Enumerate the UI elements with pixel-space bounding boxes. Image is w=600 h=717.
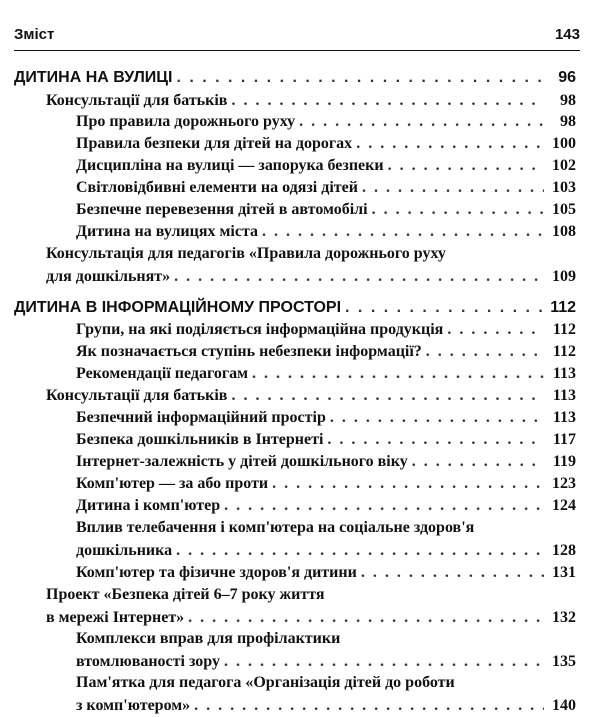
toc-leader-dots (176, 539, 544, 562)
toc-entry[interactable] (76, 176, 576, 199)
toc-leader-dots (174, 265, 544, 288)
toc-entry[interactable] (76, 132, 576, 155)
toc-entry-page: 123 (552, 475, 576, 492)
toc-entry-title: Інтернет-залежність у дітей дошкільного віку (76, 453, 408, 470)
toc-leader-dots (327, 428, 544, 451)
toc-entry-title: Консультації для батьків (46, 387, 228, 404)
toc-entry-page: 128 (552, 542, 576, 559)
toc-entry-page: 108 (552, 223, 576, 240)
toc-entry-page: 102 (552, 157, 576, 174)
toc-entry-title-cont: з комп'ютером» (76, 697, 191, 714)
toc-entry[interactable] (46, 89, 576, 112)
toc-entry-title: Консультація для педагогів «Правила дорожнього руху (46, 245, 446, 262)
header-page-number: 143 (554, 26, 580, 43)
toc-leader-dots (188, 606, 544, 629)
toc-leader-dots (447, 318, 544, 341)
toc-entry[interactable] (76, 627, 576, 673)
toc-entry-title: Вплив телебачення і комп'ютера на соціальне здоров'я (76, 519, 475, 536)
toc-entry-title: Як позначається ступінь небезпеки інформації? (76, 343, 422, 360)
toc-entry-title: Дисципліна на вулиці — запорука безпеки (76, 157, 384, 174)
toc-leader-dots (356, 132, 544, 155)
toc-entry[interactable] (76, 362, 576, 385)
toc-entry[interactable] (76, 406, 576, 429)
toc-entry[interactable] (76, 318, 576, 341)
toc-entry-page: 96 (558, 69, 576, 86)
toc-entry-title: Правила безпеки для дітей на дорогах (76, 135, 353, 152)
toc-leader-dots (412, 450, 544, 473)
toc-leader-dots (194, 694, 544, 717)
toc-entry-page: 135 (552, 653, 576, 670)
toc-entry-title: Пам'ятка для педагога «Організація дітей до роботи (76, 674, 455, 691)
toc-leader-dots (176, 66, 544, 89)
toc-entry[interactable] (76, 516, 576, 562)
toc-entry-title: ДИТИНА В ІНФОРМАЦІЙНОМУ ПРОСТОРІ (14, 299, 342, 316)
toc-entry-page: 113 (552, 409, 576, 426)
toc-entry-page: 103 (552, 179, 576, 196)
toc-entry[interactable] (14, 66, 576, 89)
toc-leader-dots (362, 176, 544, 199)
toc-leader-dots (231, 384, 544, 407)
toc-entry-page: 100 (552, 135, 576, 152)
toc-leader-dots (224, 650, 544, 673)
toc-leader-dots (330, 406, 544, 429)
toc-entry-title: Групи, на які поділяється інформаційна продукція (76, 321, 444, 338)
toc-entry-page: 112 (552, 343, 576, 360)
toc-entry-title: Про правила дорожнього руху (76, 113, 296, 130)
toc-entry-page: 119 (552, 453, 576, 470)
toc-entry-title: ДИТИНА НА ВУЛИЦІ (14, 69, 173, 86)
toc-entry-title: Комплекси вправ для профілактики (76, 630, 341, 647)
toc-entry-page: 117 (552, 431, 576, 448)
toc-entry-title: Безпечне перевезення дітей в автомобілі (76, 201, 368, 218)
toc-entry[interactable] (76, 561, 576, 584)
toc-entry[interactable] (76, 220, 576, 243)
toc-entry-page: 98 (560, 113, 576, 130)
toc-entry-title: Безпека дошкільників в Інтернеті (76, 431, 324, 448)
toc-entry-page: 140 (552, 697, 576, 714)
toc-entry-page: 113 (552, 387, 576, 404)
toc-entry[interactable] (76, 340, 576, 363)
running-header (14, 26, 580, 43)
toc-entry-title-cont: дошкільника (76, 542, 173, 559)
toc-leader-dots (345, 296, 544, 319)
toc-entry-title: Світловідбивні елементи на одязі дітей (76, 179, 358, 196)
toc-leader-dots (224, 494, 544, 517)
toc-leader-dots (361, 561, 544, 584)
toc-entry-title-cont: для дошкільнят» (46, 268, 171, 285)
toc-leader-dots (426, 340, 544, 363)
toc-leader-dots (262, 220, 544, 243)
toc-leader-dots (272, 472, 544, 495)
toc-entry[interactable] (46, 242, 576, 288)
toc-entry-page: 132 (552, 609, 576, 626)
header-section-title: Зміст (14, 26, 55, 43)
toc-entry-title: Рекомендації педагогам (76, 365, 249, 382)
toc-leader-dots (388, 154, 544, 177)
toc-entry[interactable] (76, 472, 576, 495)
toc-entry[interactable] (76, 671, 576, 717)
toc-entry-title: Комп'ютер — за або проти (76, 475, 269, 492)
header-rule (14, 50, 580, 51)
toc-entry[interactable] (76, 110, 576, 133)
toc-entry[interactable] (46, 583, 576, 629)
toc-entry[interactable] (76, 494, 576, 517)
toc-entry-title-cont: в мережі Інтернет» (46, 609, 185, 626)
toc-entry-page: 113 (552, 365, 576, 382)
toc-entry-title: Дитина на вулицях міста (76, 223, 259, 240)
toc-entry-title: Консультації для батьків (46, 92, 228, 109)
toc-entry[interactable] (76, 154, 576, 177)
toc-entry-title: Дитина і комп'ютер (76, 497, 221, 514)
toc-entry-page: 112 (550, 299, 576, 316)
toc-leader-dots (299, 110, 544, 133)
toc-entry-page: 98 (560, 92, 576, 109)
toc-entry[interactable] (76, 428, 576, 451)
toc-entry-page: 112 (552, 321, 576, 338)
toc-entry[interactable] (76, 450, 576, 473)
toc-entry-page: 109 (552, 268, 576, 285)
toc-leader-dots (372, 198, 544, 221)
toc-entry[interactable] (46, 384, 576, 407)
toc-leader-dots (231, 89, 544, 112)
toc-entry-page: 124 (552, 497, 576, 514)
toc-entry-page: 105 (552, 201, 576, 218)
toc-entry-title-cont: втомлюваності зору (76, 653, 220, 670)
toc-entry-page: 131 (552, 564, 576, 581)
toc-entry-title: Комп'ютер та фізичне здоров'я дитини (76, 564, 357, 581)
toc-entry-title: Безпечний інформаційний простір (76, 409, 326, 426)
toc-leader-dots (252, 362, 544, 385)
toc-entry[interactable] (76, 198, 576, 221)
toc-entry-title: Проект «Безпека дітей 6–7 року життя (46, 586, 325, 603)
toc-entry[interactable] (14, 296, 576, 319)
